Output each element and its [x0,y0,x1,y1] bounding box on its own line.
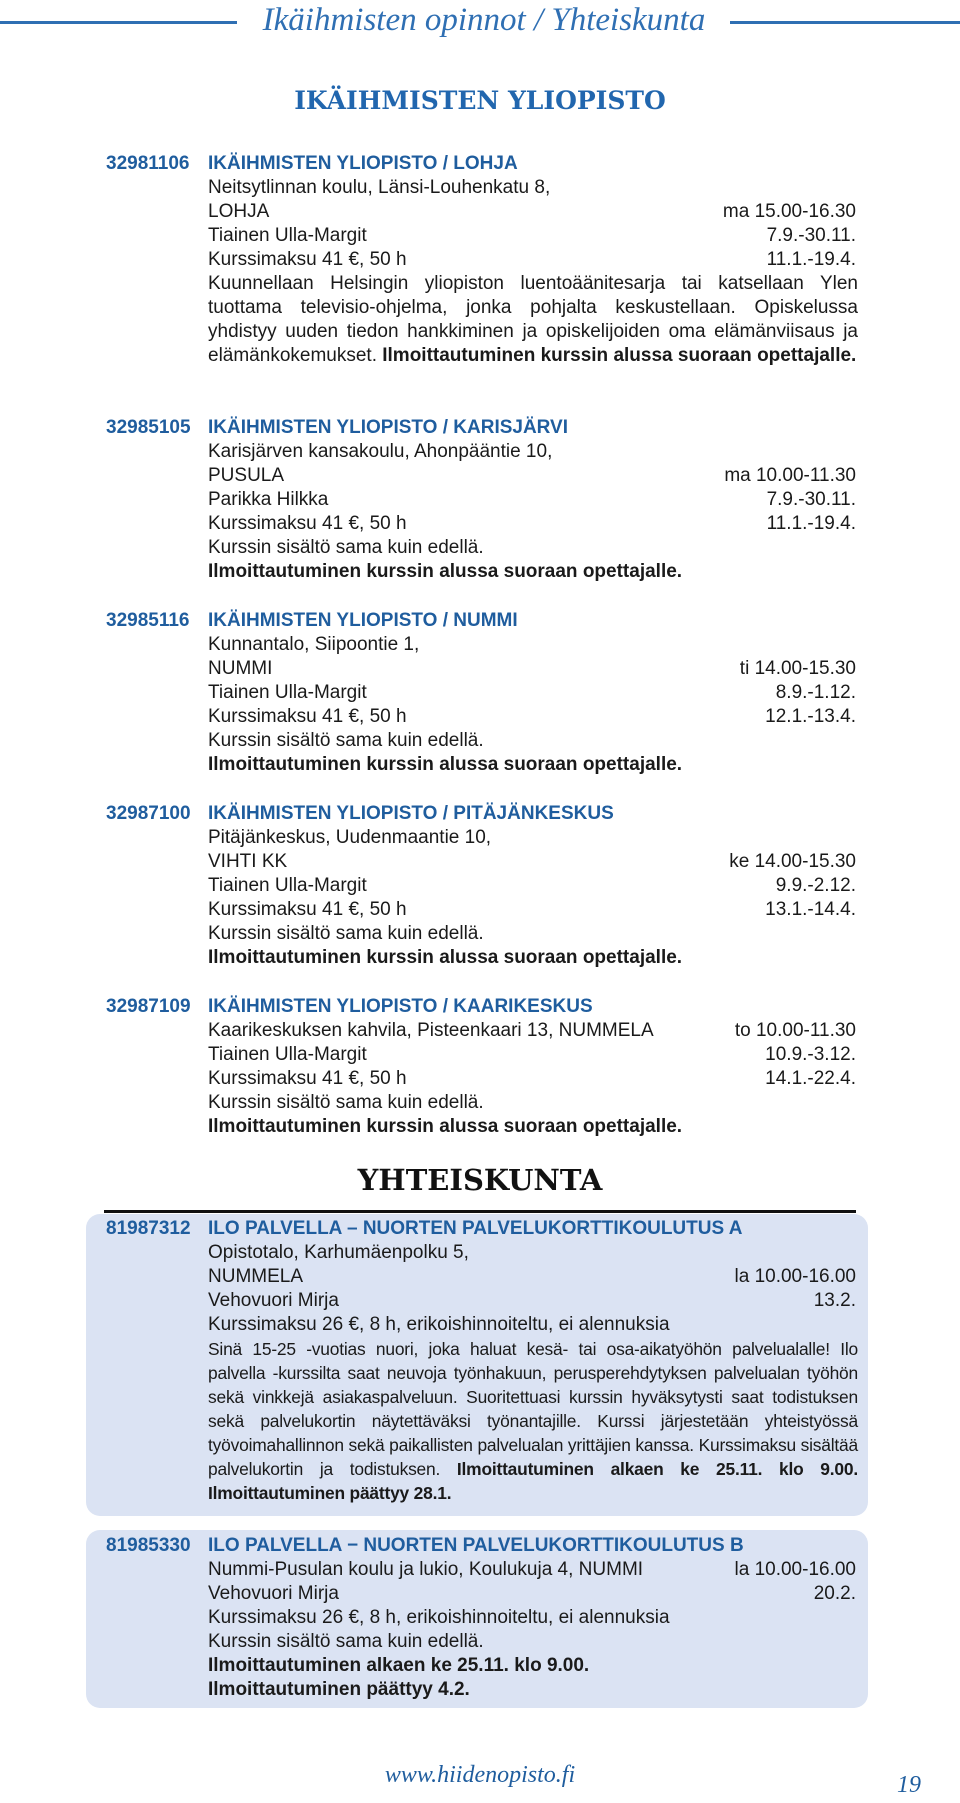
course-time: ti 14.00-15.30 [739,658,856,679]
course-location: Kunnantalo, Siipoontie 1, [208,634,420,655]
course-row [208,633,856,657]
course-row [208,681,856,705]
course-row [208,1313,856,1337]
course-row [208,440,856,464]
course-row [208,898,856,922]
course-teacher: Tiainen Ulla-Margit [208,225,367,246]
header-rule-left [0,21,237,24]
course-row [208,826,856,850]
course-city: LOHJA [208,201,270,222]
course-row [208,1582,856,1606]
course-teacher: Tiainen Ulla-Margit [208,1044,367,1065]
content-note: Kurssin sisältö sama kuin edellä. [208,1092,484,1113]
course-row [208,1678,856,1702]
course-city: NUMMELA [208,1266,304,1287]
course-row [208,1606,856,1630]
course-dates: 7.9.-30.11. [766,225,856,246]
course-teacher: Vehovuori Mirja [208,1290,339,1311]
course-dates: 9.9.-2.12. [775,875,856,896]
course-row [208,560,856,584]
section-rule [104,1210,856,1213]
course-location: Pitäjänkeskus, Uudenmaantie 10, [208,827,492,848]
course-row [208,1558,856,1582]
course-location: Karisjärven kansakoulu, Ahonpääntie 10, [208,441,553,462]
course-fee: Kurssimaksu 26 €, 8 h, erikoishinnoiteltu, ei alennuksia [208,1607,670,1628]
course-row [208,1654,856,1678]
course-teacher: Parikka Hilkka [208,489,329,510]
course-dates: 20.2. [813,1583,856,1604]
course-location: Opistotalo, Karhumäenpolku 5, [208,1242,469,1263]
course-title: ILO PALVELLA − NUORTEN PALVELUKORTTIKOULUTUS B [208,1535,744,1556]
course-dates: 11.1.-19.4. [766,513,856,534]
course-row [208,753,856,777]
course-code: 32985105 [106,417,191,438]
course-row [208,922,856,946]
content-note: Kurssin sisältö sama kuin edellä. [208,923,484,944]
course-fee: Kurssimaksu 26 €, 8 h, erikoishinnoiteltu, ei alennuksia [208,1314,670,1335]
course-row [208,464,856,488]
course-time: to 10.00-11.30 [734,1020,856,1041]
course-dates: 10.9.-3.12. [765,1044,856,1065]
section-title-yhteiskunta: YHTEISKUNTA [357,1163,603,1197]
course-row [208,248,856,272]
course-row [208,1241,856,1265]
course-title: IKÄIHMISTEN YLIOPISTO / PITÄJÄNKESKUS [208,803,614,824]
course-row [208,874,856,898]
course-city: VIHTI KK [208,851,288,872]
course-code: 32981106 [106,153,190,174]
registration-note: Ilmoittautuminen alkaen ke 25.11. klo 9.00. Ilmoittautuminen päättyy 28.1. [208,1459,858,1503]
course-row [208,657,856,681]
course-row [208,1091,856,1115]
registration-note: Ilmoittautuminen kurssin alussa suoraan opettajalle. [208,754,683,775]
course-fee: Kurssimaksu 41 €, 50 h [208,249,407,270]
course-row [208,1265,856,1289]
course-dates: 11.1.-19.4. [766,249,856,270]
course-fee: Kurssimaksu 41 €, 50 h [208,513,407,534]
content-note: Kurssin sisältö sama kuin edellä. [208,1631,484,1652]
course-fee: Kurssimaksu 41 €, 50 h [208,1068,407,1089]
content-note: Kurssin sisältö sama kuin edellä. [208,537,484,558]
course-time: ma 15.00-16.30 [722,201,856,222]
course-code: 81987312 [106,1218,191,1239]
header-rule-right [730,21,960,24]
footer-url[interactable]: www.hiidenopisto.fi [384,1762,576,1788]
course-code: 32985116 [106,610,190,631]
course-row [208,1630,856,1654]
registration-note: Ilmoittautuminen alkaen ke 25.11. klo 9.00. [208,1655,590,1676]
course-row [208,536,856,560]
course-row [208,1115,856,1139]
course-row [208,850,856,874]
course-teacher: Vehovuori Mirja [208,1583,339,1604]
course-row [208,200,856,224]
course-time: la 10.00-16.00 [734,1559,856,1580]
course-title: IKÄIHMISTEN YLIOPISTO / KARISJÄRVI [208,417,569,438]
course-dates: 14.1.-22.4. [765,1068,856,1089]
course-row [208,1289,856,1313]
course-dates: 7.9.-30.11. [766,489,856,510]
course-dates: 12.1.-13.4. [765,706,856,727]
course-description: Kuunnellaan Helsingin yliopiston luentoäänitesarja tai katsellaan Ylen tuottama televisio-ohjelma, jonka pohjalta keskustellaan. Opiskelussa yhdistyy uuden tiedon hankkiminen ja opiskelijoiden oma elämänviisaus ja elämänkokemukset. Ilmoittautuminen kurssin alussa suoraan opettajalle. [208,273,858,366]
course-row [208,488,856,512]
course-time: la 10.00-16.00 [734,1266,856,1287]
course-time: ma 10.00-11.30 [724,465,856,486]
course-description: Sinä 15-25 -vuotias nuori, joka haluat kesä- tai osa-aikatyöhön palvelualalle! Ilo palvella -kurssilta saat neuvoja työnhakuun, perusperehdytyksen palvelualan työhön sekä vinkkejä asiakaspalveluun. Suoritettuasi kurssin hyväksytysti saat todistuksen sekä palvelukortin näytettäväksi työnantajille. Kurssi järjestetään yhteistyössä työvoimahallinnon sekä paikallisten palvelualan yrittäjien kanssa. Kurssimaksu sisältää palvelukortin ja todistuksen. Ilmoittautuminen alkaen ke 25.11. klo 9.00. Ilmoittautuminen päättyy 28.1. [208,1339,858,1503]
course-row [208,946,856,970]
course-time: ke 14.00-15.30 [729,851,856,872]
course-title: IKÄIHMISTEN YLIOPISTO / NUMMI [208,610,518,631]
course-row [208,1067,856,1091]
course-dates: 13.2. [813,1290,856,1311]
course-row [208,176,856,200]
header-title: Ikäihmisten opinnot / Yhteiskunta [262,2,706,38]
course-row [208,1019,856,1043]
course-fee: Kurssimaksu 41 €, 50 h [208,706,407,727]
course-title: ILO PALVELLA – NUORTEN PALVELUKORTTIKOULUTUS A [208,1218,743,1239]
course-row [208,729,856,753]
registration-note: Ilmoittautuminen kurssin alussa suoraan opettajalle. [208,947,683,968]
course-fee: Kurssimaksu 41 €, 50 h [208,899,407,920]
registration-note: Ilmoittautuminen kurssin alussa suoraan opettajalle. [208,561,683,582]
registration-note: Ilmoittautuminen kurssin alussa suoraan opettajalle. [382,345,857,366]
course-row [208,705,856,729]
course-city: PUSULA [208,465,285,486]
course-location: Nummi-Pusulan koulu ja lukio, Koulukuja 4, NUMMI [208,1559,644,1580]
course-dates: 13.1.-14.4. [765,899,856,920]
course-location: Kaarikeskuksen kahvila, Pisteenkaari 13, NUMMELA [208,1020,654,1041]
course-location: Neitsytlinnan koulu, Länsi-Louhenkatu 8, [208,177,551,198]
page-number: 19 [897,1772,921,1798]
course-code: 32987109 [106,996,191,1017]
content-note: Kurssin sisältö sama kuin edellä. [208,730,484,751]
course-row [208,1043,856,1067]
section-title-ikaihmisten: IKÄIHMISTEN YLIOPISTO [294,86,666,115]
course-title: IKÄIHMISTEN YLIOPISTO / LOHJA [208,153,518,174]
course-teacher: Tiainen Ulla-Margit [208,875,367,896]
course-teacher: Tiainen Ulla-Margit [208,682,367,703]
page-header [0,0,960,50]
course-row [208,512,856,536]
registration-note: Ilmoittautuminen kurssin alussa suoraan opettajalle. [208,1116,683,1137]
course-city: NUMMI [208,658,273,679]
course-code: 32987100 [106,803,191,824]
registration-note: Ilmoittautuminen päättyy 4.2. [208,1679,470,1700]
course-dates: 8.9.-1.12. [775,682,856,703]
course-row [208,224,856,248]
course-title: IKÄIHMISTEN YLIOPISTO / KAARIKESKUS [208,996,593,1017]
course-code: 81985330 [106,1535,191,1556]
